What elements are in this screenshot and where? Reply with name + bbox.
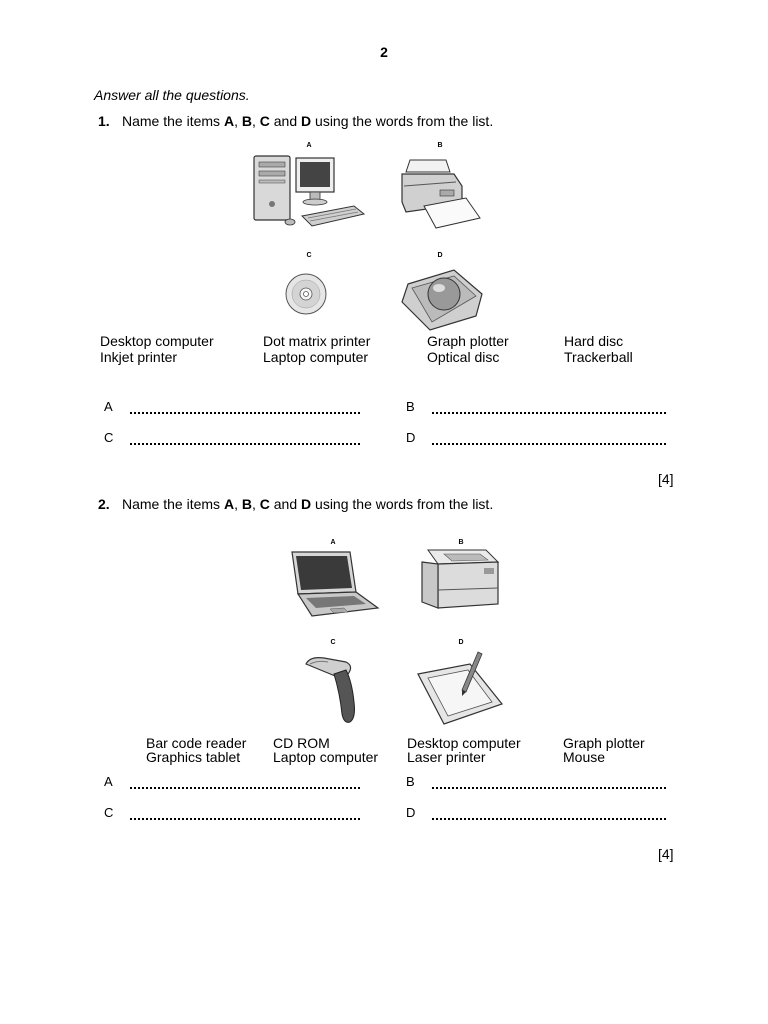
question-1-number: 1. [98, 113, 110, 129]
inkjet-printer-icon [396, 156, 482, 230]
q1-answer-label-b: B [406, 399, 415, 414]
q1-image-label-a: A [306, 142, 312, 149]
q1-image-label-d: D [437, 252, 443, 259]
q1-word-1: Desktop computer [100, 333, 214, 349]
q1-answer-line-b[interactable] [432, 412, 666, 414]
q2-image-label-b: B [458, 539, 464, 546]
q2-image-label-c: C [330, 639, 336, 646]
q2-answer-label-d: D [406, 805, 416, 820]
q2-image-label-a: A [330, 539, 336, 546]
question-2-prompt: 2. Name the items A, B, C and D using the words from the list. [98, 496, 494, 512]
laser-printer-icon [414, 544, 504, 620]
page-number: 2 [380, 44, 388, 60]
laptop-icon [282, 548, 380, 620]
q1-marks: [4] [658, 471, 674, 487]
q2-word-7: Graph plotter [563, 735, 645, 751]
q1-word-6: Optical disc [427, 349, 500, 365]
q2-answer-label-a: A [104, 774, 113, 789]
q2-image-label-d: D [458, 639, 464, 646]
q1-word-5: Graph plotter [427, 333, 509, 349]
q2-answer-line-b[interactable] [432, 787, 666, 789]
q1-word-2: Inkjet printer [100, 349, 178, 365]
q2-answer-line-a[interactable] [130, 787, 360, 789]
q2-answer-label-b: B [406, 774, 415, 789]
q2-answer-line-c[interactable] [130, 818, 360, 820]
q1-answer-label-a: A [104, 399, 113, 414]
trackerball-icon [398, 264, 488, 332]
q1-answer-label-d: D [406, 430, 416, 445]
q2-word-1: Bar code reader [146, 735, 247, 751]
q2-word-4: Laptop computer [273, 749, 379, 765]
q2-word-6: Laser printer [407, 749, 486, 765]
q1-word-7: Hard disc [564, 333, 624, 349]
q1-answer-label-c: C [104, 430, 114, 445]
q2-answer-label-c: C [104, 805, 114, 820]
q1-image-label-c: C [306, 252, 312, 259]
q2-word-8: Mouse [563, 749, 606, 765]
q2-word-2: Graphics tablet [146, 749, 241, 765]
q1-word-4: Laptop computer [263, 349, 369, 365]
question-2-number: 2. [98, 496, 110, 512]
q1-word-8: Trackerball [564, 349, 633, 365]
instruction: Answer all the questions. [94, 87, 250, 103]
q2-word-5: Desktop computer [407, 735, 521, 751]
question-1-prompt: 1. Name the items A, B, C and D using the words from the list. [98, 113, 494, 129]
q1-answer-line-a[interactable] [130, 412, 360, 414]
q2-word-3: CD ROM [273, 735, 330, 751]
q2-marks: [4] [658, 846, 674, 862]
q1-image-label-b: B [437, 142, 443, 149]
q1-word-3: Dot matrix printer [263, 333, 371, 349]
q2-answer-line-d[interactable] [432, 818, 666, 820]
q1-answer-line-c[interactable] [130, 443, 360, 445]
desktop-computer-icon [250, 152, 368, 228]
graphics-tablet-icon [410, 648, 508, 728]
q1-answer-line-d[interactable] [432, 443, 666, 445]
barcode-reader-icon [300, 652, 366, 724]
optical-disc-icon [284, 272, 328, 316]
